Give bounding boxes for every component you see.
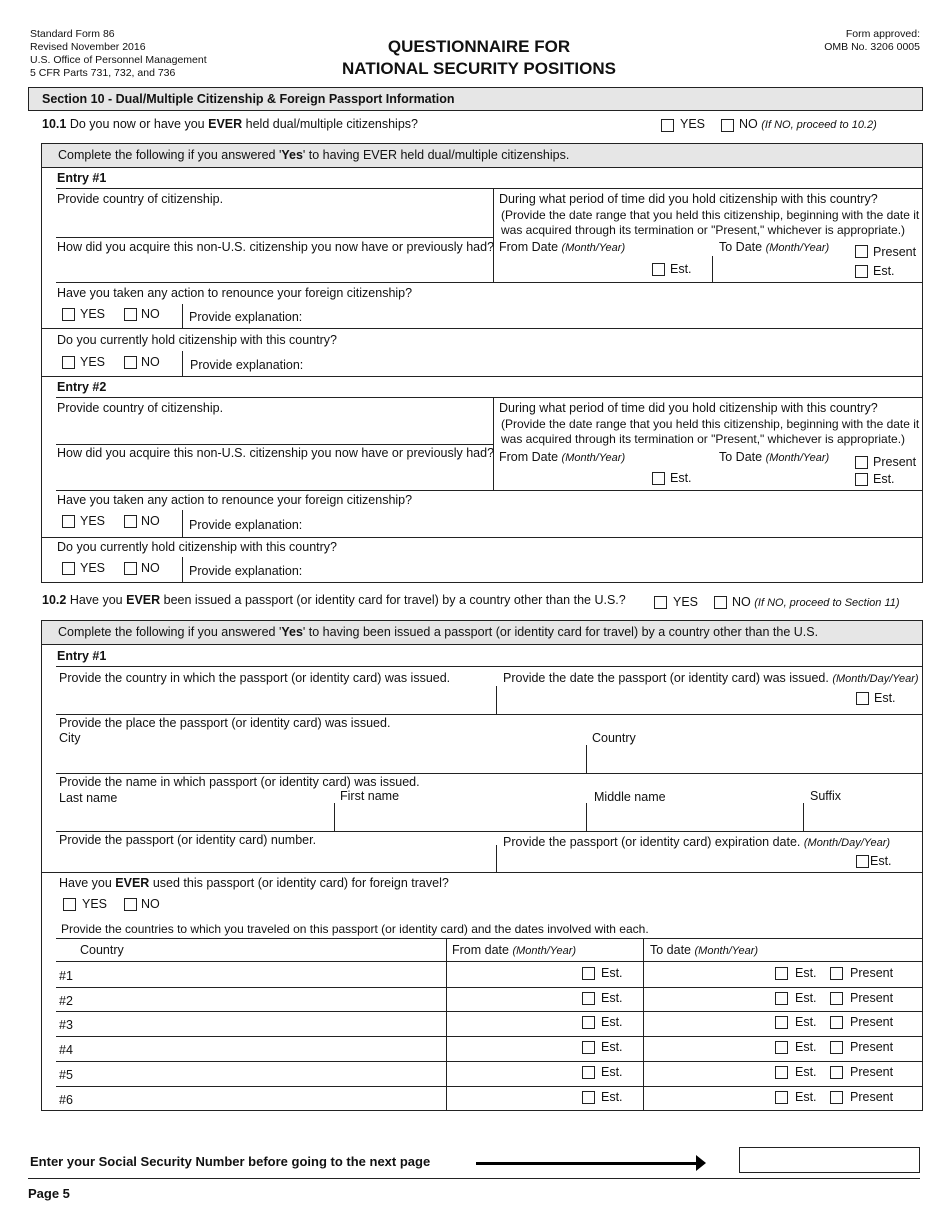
travel-present-label: Present xyxy=(850,966,894,980)
q102-yes-checkbox[interactable] xyxy=(654,596,667,609)
entry-2-period-label: During what period of time did you hold citizenship with this country? xyxy=(499,401,878,415)
entry-2-label: Entry #2 xyxy=(57,380,107,394)
travel-from-est-label: Est. xyxy=(601,966,623,980)
travel-from-est-label: Est. xyxy=(601,1089,623,1104)
entry-1-hold-no-checkbox[interactable] xyxy=(124,356,137,369)
entry-1-acquire-label: How did you acquire this non-U.S. citizenship you now have or previously had? xyxy=(57,240,495,254)
travel-to-est-label: Est. xyxy=(795,990,817,1005)
passport-city-label: City xyxy=(59,731,81,745)
ssn-input[interactable] xyxy=(739,1147,920,1173)
travel-col-country: Country xyxy=(80,943,124,957)
travel-from-est-label: Est. xyxy=(601,1040,623,1055)
ssn-prompt: Enter your Social Security Number before going to the next page xyxy=(30,1154,431,1169)
form-agency: U.S. Office of Personnel Management xyxy=(30,54,207,66)
travel-present-label: Present xyxy=(850,1040,894,1055)
q102-instruction-bar: Complete the following if you answered 'Yes' to having been issued a passport (or identity card for travel) by a country other than the U.S. xyxy=(42,621,922,644)
travel-from-est-label: Est. xyxy=(601,1015,623,1030)
travel-to-present-checkbox[interactable] xyxy=(830,1016,843,1029)
entry-1-renounce-label: Have you taken any action to renounce your foreign citizenship? xyxy=(57,286,413,300)
entry-2-to-present-checkbox[interactable] xyxy=(855,456,868,469)
form-cfr: 5 CFR Parts 731, 732, and 736 xyxy=(30,67,176,79)
page-title: QUESTIONNAIRE FOR NATIONAL SECURITY POSITIONS xyxy=(342,37,616,78)
entry-1-to-est-checkbox[interactable] xyxy=(855,265,868,278)
entry-2-hold-explanation[interactable]: Provide explanation: xyxy=(189,564,303,578)
entry-2-country-label: Provide country of citizenship. xyxy=(57,401,224,415)
travel-row-divider xyxy=(56,1086,922,1087)
passport-issue-date-est-checkbox[interactable] xyxy=(856,692,869,705)
q101-instruction-bar: Complete the following if you answered 'Yes' to having EVER held dual/multiple citizenships. xyxy=(42,144,922,167)
q101-no-label: NO (If NO, proceed to 10.2) xyxy=(739,117,877,131)
passport-used-no-checkbox[interactable] xyxy=(124,898,137,911)
travel-row-label: #6 xyxy=(59,1092,73,1107)
q102-yes-label: YES xyxy=(673,595,699,609)
entry-2-acquire-label: How did you acquire this non-U.S. citizenship you now have or previously had? xyxy=(57,446,495,460)
omb-approval: Form approved: OMB No. 3206 0005 xyxy=(824,28,920,53)
travel-to-present-checkbox[interactable] xyxy=(830,1091,843,1104)
passport-expiration-label: Provide the passport (or identity card) expiration date. (Month/Day/Year) xyxy=(503,835,891,849)
entry-1-hold-explanation[interactable]: Provide explanation: xyxy=(190,358,304,372)
entry-1-to-present-checkbox[interactable] xyxy=(855,245,868,258)
travel-present-label: Present xyxy=(850,1089,894,1104)
q101-yes-checkbox[interactable] xyxy=(661,119,674,132)
entry-2-renounce-no-checkbox[interactable] xyxy=(124,515,137,528)
travel-from-est-checkbox[interactable] xyxy=(582,1041,595,1054)
passport-place-label: Provide the place the passport (or identity card) was issued. xyxy=(59,716,391,730)
travel-col-to: To date (Month/Year) xyxy=(650,943,759,957)
travel-from-est-checkbox[interactable] xyxy=(582,992,595,1005)
entry-2-hold-no-checkbox[interactable] xyxy=(124,562,137,575)
passport-place-country-label: Country xyxy=(592,731,636,745)
entry-1-hold-yes-checkbox[interactable] xyxy=(62,356,75,369)
travel-to-present-checkbox[interactable] xyxy=(830,992,843,1005)
entry-2-hold-label: Do you currently hold citizenship with this country? xyxy=(57,540,337,554)
travel-to-est-label: Est. xyxy=(795,1015,817,1030)
passport-country-label: Provide the country in which the passport (or identity card) was issued. xyxy=(59,671,451,685)
entry-1-renounce-yes-checkbox[interactable] xyxy=(62,308,75,321)
entry-1-renounce-no-checkbox[interactable] xyxy=(124,308,137,321)
travel-to-est-label: Est. xyxy=(795,966,817,980)
travel-row-divider xyxy=(56,1061,922,1062)
entry-1-label: Entry #1 xyxy=(57,171,107,185)
travel-to-est-checkbox[interactable] xyxy=(775,1041,788,1054)
question-10-1: 10.1 Do you now or have you EVER held dual/multiple citizenships? xyxy=(42,117,418,131)
q101-no-checkbox[interactable] xyxy=(721,119,734,132)
travel-row-divider xyxy=(56,1036,922,1037)
travel-table-intro: Provide the countries to which you traveled on this passport (or identity card) and the dates involved with each. xyxy=(61,922,649,936)
entry-2-renounce-label: Have you taken any action to renounce your foreign citizenship? xyxy=(57,493,413,507)
passport-issue-date-label: Provide the date the passport (or identity card) was issued. (Month/Day/Year) xyxy=(503,671,919,685)
travel-to-est-checkbox[interactable] xyxy=(775,1091,788,1104)
page-number: Page 5 xyxy=(28,1186,70,1201)
travel-row-label: #4 xyxy=(59,1043,73,1058)
passport-entry-1-label: Entry #1 xyxy=(57,649,107,663)
travel-from-est-label: Est. xyxy=(601,990,623,1005)
passport-entry-block xyxy=(41,620,923,1111)
passport-used-question: Have you EVER used this passport (or identity card) for foreign travel? xyxy=(59,876,449,890)
passport-used-yes-checkbox[interactable] xyxy=(63,898,76,911)
travel-row-divider xyxy=(56,1011,922,1012)
entry-1-hold-label: Do you currently hold citizenship with this country? xyxy=(57,333,337,347)
entry-1-period-label: During what period of time did you hold citizenship with this country? xyxy=(499,192,878,206)
section-title: Section 10 - Dual/Multiple Citizenship & Foreign Passport Information xyxy=(42,92,455,106)
passport-expiration-est-checkbox[interactable] xyxy=(856,855,869,868)
entry-2-to-est-checkbox[interactable] xyxy=(855,473,868,486)
travel-to-est-label: Est. xyxy=(795,1089,817,1104)
travel-to-est-checkbox[interactable] xyxy=(775,1066,788,1079)
travel-from-est-checkbox[interactable] xyxy=(582,1066,595,1079)
travel-to-present-checkbox[interactable] xyxy=(830,1041,843,1054)
travel-row-label: #5 xyxy=(59,1067,73,1082)
travel-to-est-label: Est. xyxy=(795,1040,817,1055)
travel-to-est-checkbox[interactable] xyxy=(775,967,788,980)
travel-from-est-checkbox[interactable] xyxy=(582,1091,595,1104)
travel-present-label: Present xyxy=(850,990,894,1005)
passport-name-label: Provide the name in which passport (or identity card) was issued. xyxy=(59,775,420,789)
travel-from-est-label: Est. xyxy=(601,1064,623,1079)
entry-2-hold-yes-checkbox[interactable] xyxy=(62,562,75,575)
q101-yes-label: YES xyxy=(680,117,706,131)
arrow-right-icon xyxy=(476,1162,696,1165)
travel-to-est-checkbox[interactable] xyxy=(775,1016,788,1029)
travel-present-label: Present xyxy=(850,1064,894,1079)
travel-to-present-checkbox[interactable] xyxy=(830,967,843,980)
q102-no-checkbox[interactable] xyxy=(714,596,727,609)
travel-from-est-checkbox[interactable] xyxy=(582,967,595,980)
q102-no-label: NO (If NO, proceed to Section 11) xyxy=(732,595,900,609)
entry-2-renounce-yes-checkbox[interactable] xyxy=(62,515,75,528)
travel-present-label: Present xyxy=(850,1015,894,1030)
entry-2-renounce-explanation[interactable]: Provide explanation: xyxy=(189,518,303,532)
travel-col-from: From date (Month/Year) xyxy=(452,943,577,957)
section-title-bar xyxy=(28,87,923,111)
form-revision: Revised November 2016 xyxy=(30,41,146,53)
form-number: Standard Form 86 xyxy=(30,28,115,40)
travel-to-est-checkbox[interactable] xyxy=(775,992,788,1005)
question-10-2: 10.2 Have you EVER been issued a passport (or identity card for travel) by a country other than the U.S.? xyxy=(42,593,626,607)
travel-from-est-checkbox[interactable] xyxy=(582,1016,595,1029)
entry-2-from-est-checkbox[interactable] xyxy=(652,472,665,485)
entry-1-country-label: Provide country of citizenship. xyxy=(57,192,224,206)
travel-to-est-label: Est. xyxy=(795,1064,817,1079)
travel-to-present-checkbox[interactable] xyxy=(830,1066,843,1079)
travel-row-label: #2 xyxy=(59,993,73,1008)
passport-number-label: Provide the passport (or identity card) number. xyxy=(59,833,317,847)
travel-row-label: #1 xyxy=(59,969,73,983)
entry-1-renounce-explanation[interactable]: Provide explanation: xyxy=(189,310,303,324)
entry-1-from-est-checkbox[interactable] xyxy=(652,263,665,276)
travel-row-divider xyxy=(56,987,922,988)
travel-row-label: #3 xyxy=(59,1018,73,1033)
